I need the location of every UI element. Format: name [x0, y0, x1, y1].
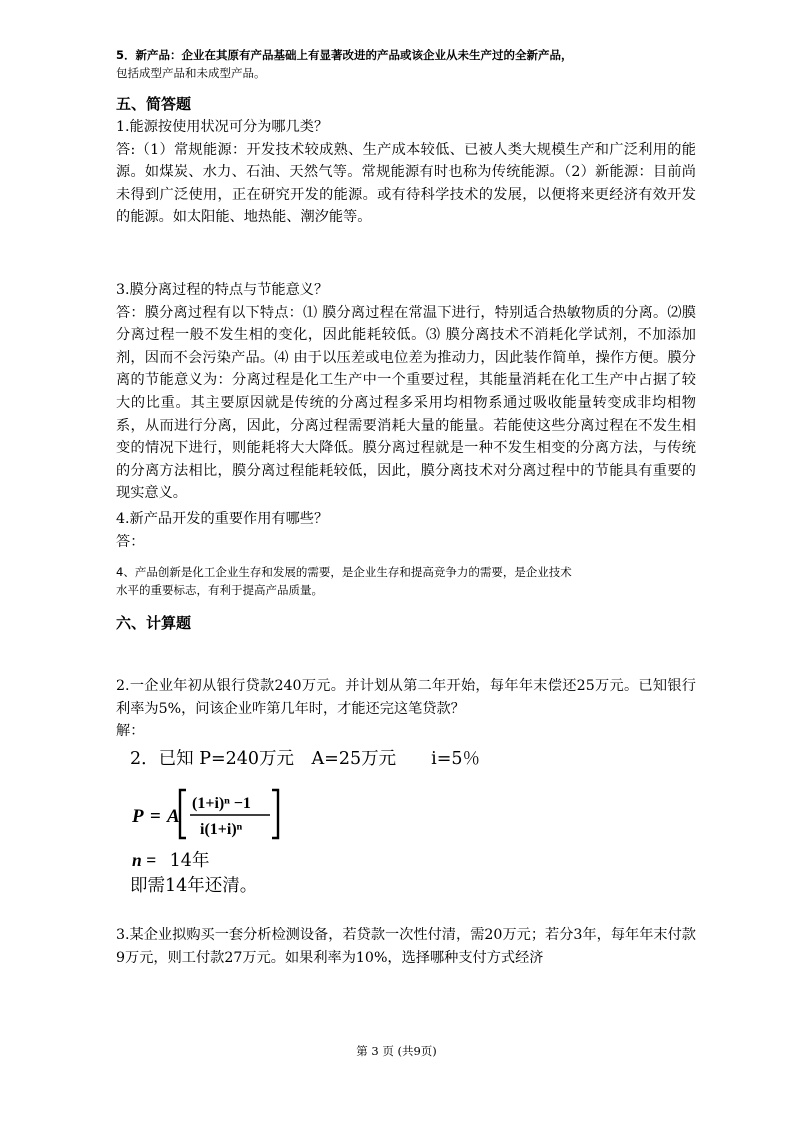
question-1-text: 1.能源按使用状况可分为哪几类？: [116, 119, 329, 135]
section-5-title: 五、简答题: [116, 95, 192, 113]
question-4-answer-line-2: 水平的重要标志，有利于提高产品质量。: [116, 583, 323, 597]
definition-line-1: 5．新产品：企业在其原有产品基础上有显著改进的产品或该企业从未生产过的全新产品，: [116, 48, 573, 62]
formula-p: P: [132, 806, 144, 827]
n-label: n =: [132, 850, 157, 870]
calc-question-3: [116, 924, 696, 969]
question-1-answer: 答:（1）常规能源：开发技术较成熟、生产成本较低、已被人类大规模生产和广泛利用的能源。如煤炭、水力、石油、天然气等。常规能源有时也称为传统能源。（2）新能源：目前尚未得到广泛使用，正在研究开发的能源。或有待科学技术的发展，以便将来更经济有效开发的能源。如太阳能、地热能、潮汐能等。: [116, 141, 696, 226]
formula-equals: =: [150, 806, 161, 827]
calc-question-2-solution-label: 解：: [116, 723, 145, 740]
question-3-answer: 答：膜分离过程有以下特点：⑴ 膜分离过程在常温下进行，特别适合热敏物质的分离。⑵膜分离过程一般不发生相的变化，因此能耗较低。⑶ 膜分离技术不消耗化学试剂，不加添加剂，因而不会污染产品。⑷ 由于以压差或电位差为推动力，因此装作简单，操作方便。膜分离的节能意义为：分离过程是化工生产中一个重要过程，其能量消耗在化工生产中占据了较大的比重。其主要原因就是传统的分离过程多采用均相物系通过吸收能量转变成非均相物系，从而进行分离，因此，分离过程需要消耗大量的能量。若能使这些分离过程在不发生相变的情况下进行，则能耗将大大降低。膜分离过程就是一种不发生相变的分离方法，与传统的分离方法相比，膜分离过程能耗较低，因此，膜分离技术对分离过程中的节能具有重要的现实意义。: [116, 304, 696, 502]
new-product-definition: [116, 46, 696, 82]
question-3-text: 3.膜分离过程的特点与节能意义？: [116, 282, 329, 298]
formula-numerator: (1+i)ⁿ −1: [192, 795, 251, 812]
section-6-title: 六、计算题: [116, 614, 192, 632]
annuity-formula: [130, 786, 300, 842]
formula-right-bracket: [272, 790, 278, 838]
formula-left-bracket: [180, 790, 186, 838]
question-4-text: 4.新产品开发的重要作用有哪些？: [116, 511, 329, 527]
n-value: 14年: [169, 851, 210, 871]
page-footer: 第 3 页 (共9页): [356, 1044, 437, 1058]
question-4-answer: [116, 563, 696, 599]
conclusion: 即需14年还清。: [130, 876, 258, 896]
formula-denominator: i(1+i)ⁿ: [200, 821, 243, 838]
definition-line-2: 包括成型产品和未成型产品。: [116, 66, 266, 80]
calc-question-2-text: 2.一企业年初从银行贷款240万元。并计划从第二年开始，每年年末偿还25万元。已知银行利率为5%，问该企业咋第几年时，才能还完这笔贷款？: [116, 678, 696, 717]
question-4-answer-line-1: 4、产品创新是化工企业生存和发展的需要，是企业生存和提高竞争力的需要，是企业技术: [116, 565, 572, 579]
question-4: [116, 508, 696, 553]
question-3: [116, 279, 696, 505]
calc-question-3-text: 3.某企业拟购买一套分析检测设备，若贷款一次性付清，需20万元；若分3年，每年年末付款9万元，则工付款27万元。如果利率为10%，选择哪种支付方式经济: [116, 927, 696, 966]
formula-a: A: [167, 806, 180, 827]
given-values: 2．已知 P=240万元 A=25万元 i=5％: [130, 749, 480, 769]
n-result: [132, 847, 712, 874]
question-1: [116, 116, 696, 229]
calc-question-2: [116, 675, 696, 743]
question-4-answer-label: 答：: [116, 533, 145, 550]
